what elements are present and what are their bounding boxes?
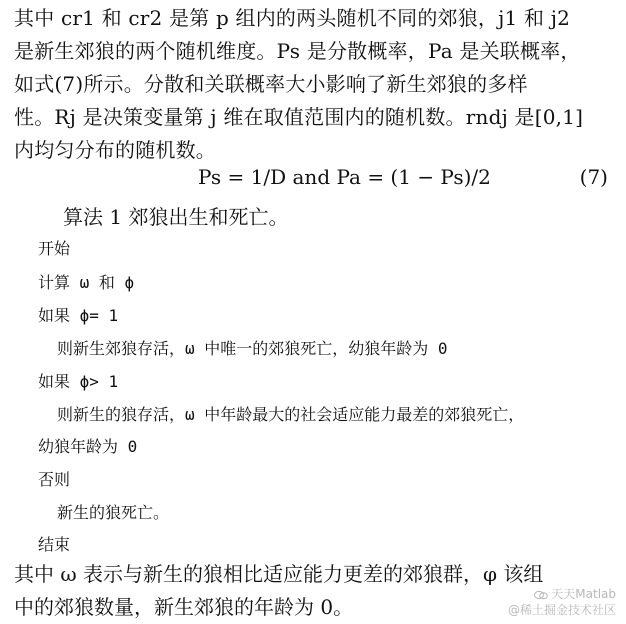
- paragraph-line: 中的郊狼数量，新生郊狼的年龄为 0。: [14, 595, 354, 619]
- algorithm-line: 新生的狼死亡。: [57, 503, 170, 522]
- paragraph-line: 如式(7)所示。分散和关联概率大小影响了新生郊狼的多样: [14, 72, 528, 96]
- paragraph-line: 内均匀分布的随机数。: [14, 138, 216, 162]
- algorithm-line: 结束: [38, 535, 71, 554]
- equation-row: [0, 165, 626, 199]
- algorithm-line: 则新生的狼存活，ω 中年龄最大的社会适应能力最差的郊狼死亡，: [57, 405, 525, 424]
- algorithm-line: 计算 ω 和 ϕ: [38, 273, 135, 292]
- algorithm-line: 如果 ϕ> 1: [38, 372, 119, 391]
- paragraph-line: 其中 cr1 和 cr2 是第 p 组内的两头随机不同的郊狼，j1 和 j2: [14, 6, 571, 30]
- algorithm-line: 如果 ϕ= 1: [38, 306, 119, 325]
- algorithm-line: 则新生郊狼存活，ω 中唯一的郊狼死亡，幼狼年龄为 0: [57, 339, 448, 358]
- algorithm-line: 幼狼年龄为 0: [38, 437, 138, 456]
- watermark: [508, 586, 616, 618]
- paragraph-line: 性。Rj 是决策变量第 j 维在取值范围内的随机数。rndj 是[0,1]: [14, 105, 584, 129]
- watermark-line: @稀土掘金技术社区: [507, 603, 616, 617]
- equation-number: (7): [579, 165, 608, 189]
- chat-bubble-icon: [534, 590, 548, 600]
- intro-paragraph: [14, 2, 614, 167]
- paragraph-line: 其中 ω 表示与新生的狼相比适应能力更差的郊狼群，φ 该组: [14, 562, 544, 586]
- algorithm-line: 开始: [38, 239, 71, 258]
- algorithm-title: 算法 1 郊狼出生和死亡。: [63, 205, 289, 229]
- algorithm-line: 否则: [38, 470, 71, 489]
- paragraph-line: 是新生郊狼的两个随机维度。Ps 是分散概率，Pa 是关联概率，: [14, 39, 581, 63]
- equation-formula: Ps = 1/D and Pa = (1 − Ps)/2: [198, 165, 491, 189]
- watermark-line: 天天Matlab: [551, 587, 616, 601]
